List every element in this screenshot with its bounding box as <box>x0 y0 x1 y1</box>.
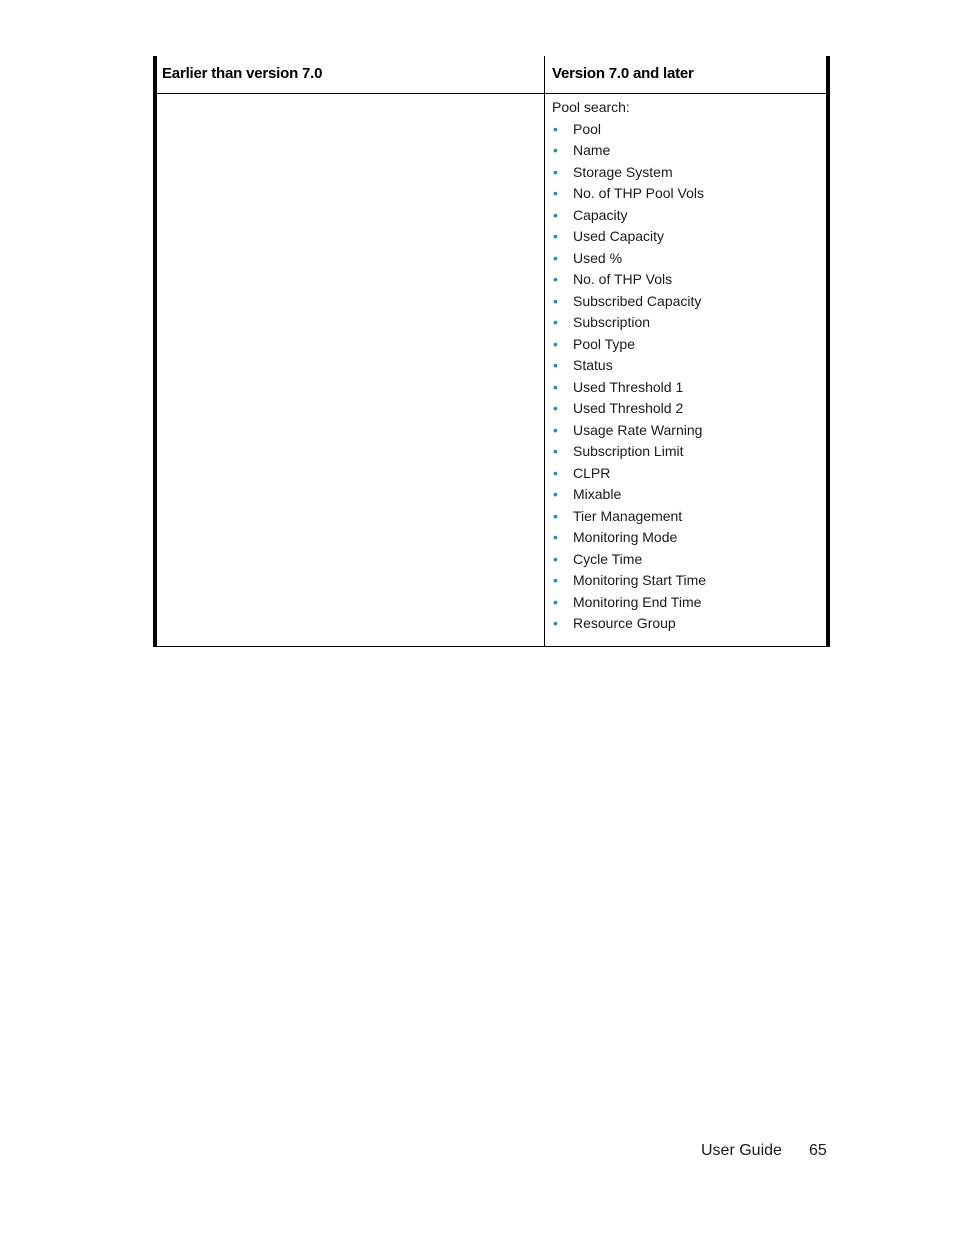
list-item <box>552 527 822 549</box>
list-item-label: Pool <box>573 120 602 137</box>
bullet-icon: • <box>553 400 558 416</box>
list-item-label: No. of THP Vols <box>573 271 673 287</box>
column-divider <box>544 56 545 646</box>
pool-search-field-list <box>552 119 822 635</box>
list-item <box>552 549 822 571</box>
list-item-label: Tier Management <box>573 507 683 524</box>
bullet-icon: • <box>553 249 558 266</box>
bullet-icon: • <box>553 120 558 137</box>
footer-page-number: 65 <box>809 1142 827 1159</box>
bullet-icon: • <box>553 529 558 545</box>
list-item <box>552 269 822 291</box>
list-item <box>552 312 822 334</box>
bullet-icon: • <box>553 572 558 588</box>
bullet-icon: • <box>553 271 558 287</box>
list-item <box>552 484 822 506</box>
bullet-icon: • <box>553 486 558 502</box>
list-item-label: Cycle Time <box>573 550 643 567</box>
bullet-icon: • <box>553 335 558 352</box>
list-item <box>552 463 822 485</box>
list-item-label: Capacity <box>573 206 628 223</box>
list-item-label: Monitoring End Time <box>573 593 702 610</box>
list-item <box>552 205 822 227</box>
list-item <box>552 291 822 313</box>
list-item-label: CLPR <box>573 464 611 481</box>
list-item <box>552 183 822 205</box>
list-item <box>552 162 822 184</box>
bullet-icon: • <box>553 464 558 481</box>
list-item <box>552 570 822 592</box>
list-item-label: Monitoring Mode <box>573 529 678 545</box>
list-item-label: Name <box>573 142 611 158</box>
bullet-icon: • <box>553 228 558 244</box>
list-item-label: Usage Rate Warning <box>573 421 703 438</box>
list-item-label: Used Capacity <box>573 228 665 244</box>
bullet-icon: • <box>553 314 558 330</box>
cell-later-version <box>552 97 822 635</box>
list-item-label: Used Threshold 1 <box>573 378 684 395</box>
list-item <box>552 334 822 356</box>
list-item-label: Status <box>573 357 613 373</box>
list-item-label: Subscribed Capacity <box>573 292 702 309</box>
list-item <box>552 226 822 248</box>
list-item <box>552 420 822 442</box>
list-item <box>552 441 822 463</box>
list-item-label: Pool Type <box>573 335 636 352</box>
bullet-icon: • <box>553 378 558 395</box>
list-item <box>552 398 822 420</box>
bullet-icon: • <box>553 185 558 201</box>
bullet-icon: • <box>553 443 558 459</box>
bullet-icon: • <box>553 206 558 223</box>
list-item-label: Resource Group <box>573 615 676 631</box>
bullet-icon: • <box>553 292 558 309</box>
list-item-label: Subscription Limit <box>573 443 684 459</box>
list-item <box>552 377 822 399</box>
bullet-icon: • <box>553 593 558 610</box>
list-item-label: Storage System <box>573 163 673 180</box>
list-item-label: Used % <box>573 249 623 266</box>
list-item <box>552 119 822 141</box>
bullet-icon: • <box>553 550 558 567</box>
list-item-label: Monitoring Start Time <box>573 572 707 588</box>
bullet-icon: • <box>553 615 558 631</box>
list-item <box>552 506 822 528</box>
list-item <box>552 248 822 270</box>
list-item-label: Subscription <box>573 314 651 330</box>
pool-search-intro: Pool search: <box>552 99 630 115</box>
list-item <box>552 613 822 635</box>
column-header-earlier: Earlier than version 7.0 <box>162 65 323 82</box>
bullet-icon: • <box>553 357 558 373</box>
bullet-icon: • <box>553 507 558 524</box>
bullet-icon: • <box>553 421 558 438</box>
list-item-label: Mixable <box>573 486 622 502</box>
bullet-icon: • <box>553 163 558 180</box>
list-item-label: No. of THP Pool Vols <box>573 185 704 201</box>
list-item <box>552 355 822 377</box>
list-item-label: Used Threshold 2 <box>573 400 684 416</box>
list-item <box>552 140 822 162</box>
table-header-row <box>157 56 826 94</box>
column-header-later: Version 7.0 and later <box>552 65 694 82</box>
bullet-icon: • <box>553 142 558 158</box>
list-item <box>552 592 822 614</box>
compatibility-table <box>153 56 830 647</box>
footer-doc-title: User Guide <box>701 1142 782 1159</box>
